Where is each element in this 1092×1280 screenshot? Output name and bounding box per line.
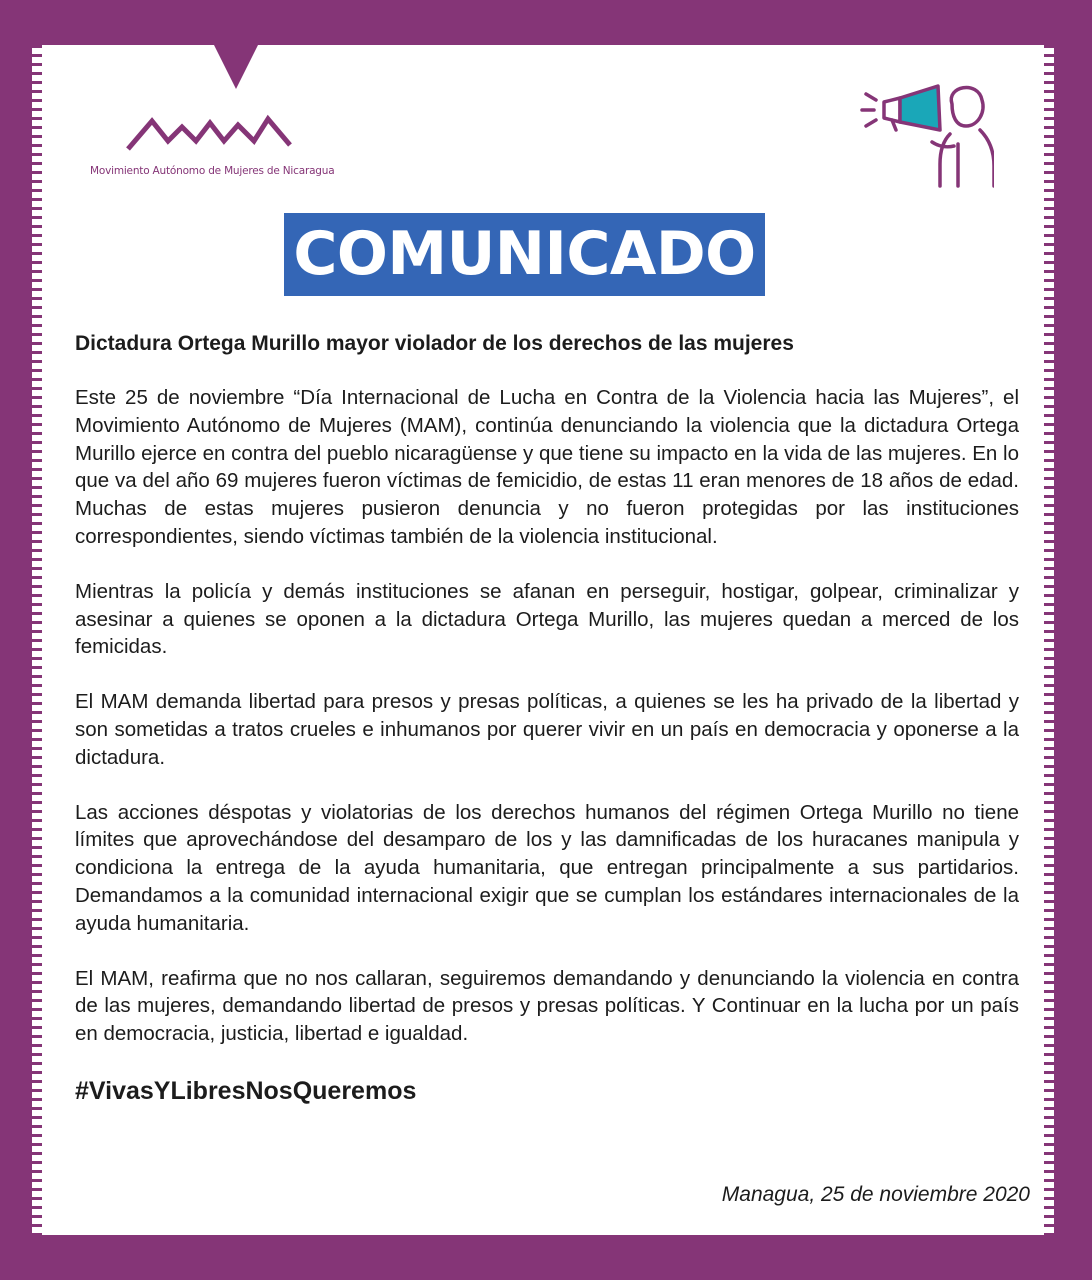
communique-body (75, 330, 1019, 1107)
woman-megaphone-icon (854, 80, 994, 190)
hashtag: #VivasYLibresNosQueremos (75, 1076, 417, 1105)
communique-sheet (32, 45, 1054, 1235)
paragraph: El MAM demanda libertad para presos y presas políticas, a quienes se les ha privado de la libertad y son sometidas a tratos crueles e inhumanos por querer vivir en un país en democracia y oponerse a la dictadura. (75, 690, 1019, 769)
paragraph: Mientras la policía y demás instituciones se afanan en perseguir, hostigar, golpear, criminalizar y asesinar a quienes se oponen a la dictadura Ortega Murillo, las mujeres quedan a merced de los femicidas. (75, 579, 1019, 659)
paragraph: Las acciones déspotas y violatorias de los derechos humanos del régimen Ortega Murillo no tiene límites que aprovechándose del desamparo de los y las damnificadas de los huracanes manipula y condiciona la entrega de la ayuda humanitaria, que entregan principalmente a sus partidarios. Demandamos a la comunidad internacional exigir que se cumplan los estándares internacionales de la ayuda humanitaria. (75, 800, 1019, 935)
mam-mountains-logo-icon (124, 105, 294, 155)
top-notch (214, 45, 258, 89)
headline: Dictadura Ortega Murillo mayor violador de los derechos de las mujeres (75, 332, 794, 355)
mam-logo (90, 105, 360, 225)
communique-banner: COMUNICADO (284, 213, 765, 296)
paragraph: Este 25 de noviembre “Día Internacional de Lucha en Contra de la Violencia hacia las Mujeres”, el Movimiento Autónomo de Mujeres (MAM), continúa denunciando la violencia que la dictadura Ortega Murillo ejerce en contra del pueblo nicaragüense y que tiene su impacto en la vida de las mujeres. En lo que va del año 69 mujeres fueron víctimas de femicidio, de estas 11 eran menores de 18 años de edad. Muchas de estas mujeres pusieron denuncia y no fueron protegidas por las instituciones correspondientes, siendo víctimas también de la violencia institucional. (75, 386, 1019, 548)
paragraph: El MAM, reafirma que no nos callaran, seguiremos demandando y denunciando la violencia en contra de las mujeres, demandando libertad de presos y presas políticas. Y Continuar en la lucha por un país en democracia, justicia, libertad e igualdad. (75, 966, 1019, 1046)
left-serrated-edge (32, 45, 42, 1235)
org-name: Movimiento Autónomo de Mujeres de Nicaragua (90, 165, 335, 177)
place-date: Managua, 25 de noviembre 2020 (721, 1183, 1030, 1206)
right-serrated-edge (1044, 45, 1054, 1235)
